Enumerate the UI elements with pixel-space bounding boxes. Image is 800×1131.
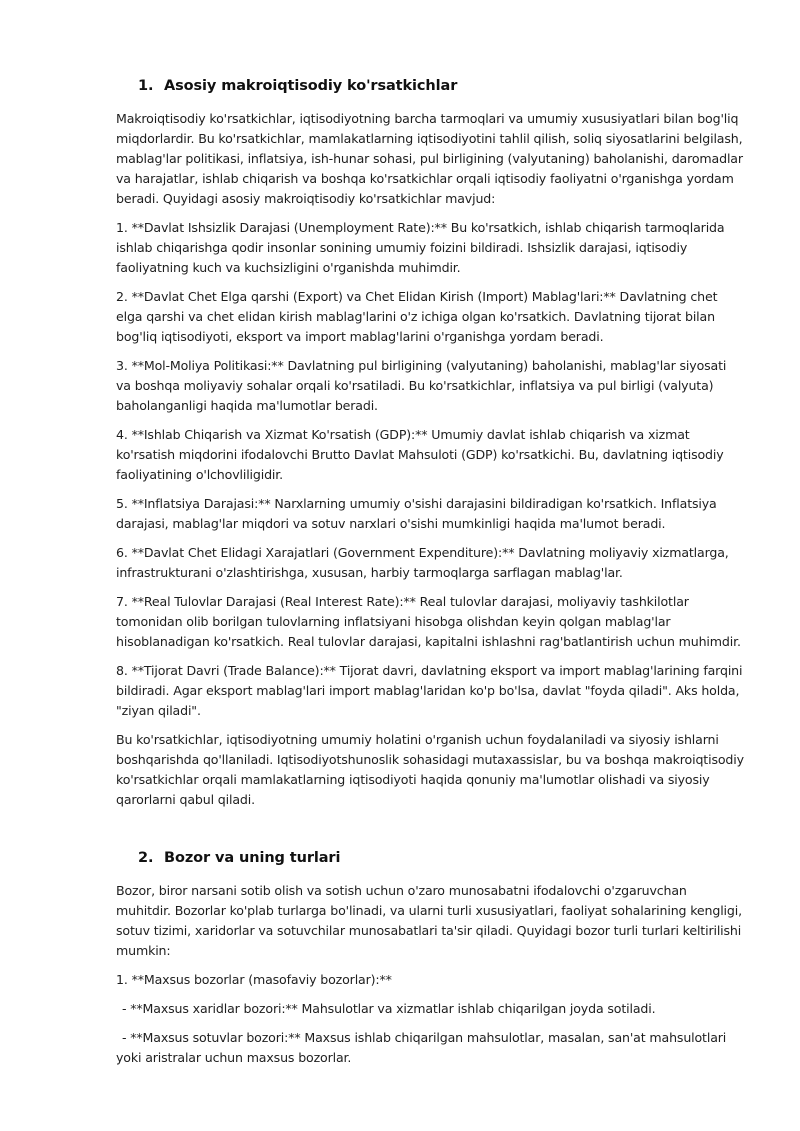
section-heading (116, 850, 744, 866)
section-heading (116, 78, 744, 94)
list-item: 1. **Maxsus bozorlar (masofaviy bozorlar):** (116, 972, 392, 987)
section-number: 2. (138, 850, 154, 866)
section-number: 1. (138, 78, 154, 94)
list-item: 5. **Inflatsiya Darajasi:** Narxlarning umumiy o'sishi darajasini bildiradigan ko'rsatkich. Inflatsiya darajasi, mablag'lar miqdori va sotuv narxlari o'sishi mumkinligi haqida ma'lumot beradi. (116, 496, 717, 531)
list-item: 2. **Davlat Chet Elga qarshi (Export) va Chet Elidan Kirish (Import) Mablag'lari:** Davlatning chet elga qarshi va chet elidan kirish mablag'larini o'z ichiga olgan ko'rsatkich. Davlatning tijorat bilan bog'liq iqtisodiyoti, eksport va import mablag'larini o'rganishga yordam beradi. (116, 289, 718, 344)
paragraph: Bozor, biror narsani sotib olish va sotish uchun o'zaro munosabatni ifodalovchi o'zgaruvchan muhitdir. Bozorlar ko'plab turlarga bo'linadi, va ularni turli xususiyatlari, faoliyat sohalarining kengligi, sotuv tizimi, xaridorlar va sotuvchilar munosabatlari ta'sir qiladi. Quyidagi bozor turli turlari keltirilishi mumkin: (116, 883, 742, 958)
list-item: 3. **Mol-Moliya Politikasi:** Davlatning pul birligining (valyutaning) baholanishi, mablag'lar siyosati va boshqa moliyaviy sohalar orqali ko'rsatiladi. Bu ko'rsatkichlar, inflatsiya va pul birligi (valyuta) baholanganligi haqida ma'lumotlar beradi. (116, 358, 727, 413)
sub-list-item-text: - **Maxsus sotuvlar bozori:** Maxsus ishlab chiqarilgan mahsulotlar, masalan, san'at mahsulotlari yoki aristralar uchun maxsus bozorlar. (116, 1030, 727, 1065)
list-item: 6. **Davlat Chet Elidagi Xarajatlari (Government Expenditure):** Davlatning moliyaviy xizmatlarga, infrastrukturani o'zlashtirishga, xususan, harbiy tarmoqlarga sarflagan mablag'lar. (116, 545, 729, 580)
sub-list-item (116, 1028, 744, 1068)
document-page (116, 78, 744, 1068)
list-item: 8. **Tijorat Davri (Trade Balance):** Tijorat davri, davlatning eksport va import mablag'larining farqini bildiradi. Agar eksport mablag'lari import mablag'laridan ko'p bo'lsa, davlat "foyda qiladi". Aks holda, "ziyan qiladi". (116, 663, 743, 718)
list-item: 7. **Real Tulovlar Darajasi (Real Interest Rate):** Real tulovlar darajasi, moliyaviy tashkilotlar tomonidan olib borilgan tulovlarning inflatsiyani hisobga olishdan keyin qolgan mablag'lar hisoblanadigan ko'rsatkich. Real tulovlar darajasi, kapitalni ishlashni rag'batlantirish uchun muhimdir. (116, 594, 741, 649)
section-title: Bozor va uning turlari (164, 850, 341, 866)
sub-list-item: - **Maxsus xaridlar bozori:** Mahsulotlar va xizmatlar ishlab chiqarilgan joyda sotiladi. (122, 1001, 656, 1016)
list-item: 4. **Ishlab Chiqarish va Xizmat Ko'rsatish (GDP):** Umumiy davlat ishlab chiqarish va xizmat ko'rsatish miqdorini ifodalovchi Brutto Davlat Mahsuloti (GDP) ko'rsatkichi. Bu, davlatning iqtisodiy faoliyatining o'lchovliligidir. (116, 427, 724, 482)
paragraph: Makroiqtisodiy ko'rsatkichlar, iqtisodiyotning barcha tarmoqlari va umumiy xususiyatlari bilan bog'liq miqdorlardir. Bu ko'rsatkichlar, mamlakatlarning iqtisodiyotini tahlil qilish, soliq siyosatlarini belgilash, mablag'lar politikasi, inflatsiya, ish-hunar sohasi, pul birligining (valyutaning) baholanishi, daromadlar va harajatlar, ishlab chiqarish va boshqa ko'rsatkichlar orqali iqtisodiy faoliyatni o'rganishga yordam beradi. Quyidagi asosiy makroiqtisodiy ko'rsatkichlar mavjud: (116, 111, 743, 206)
paragraph: Bu ko'rsatkichlar, iqtisodiyotning umumiy holatini o'rganish uchun foydalaniladi va siyosiy ishlarni boshqarishda qo'llaniladi. Iqtisodiyotshunoslik sohasidagi mutaxassislar, bu va boshqa makroiqtisodiy ko'rsatkichlar orqali mamlakatlarning iqtisodiyoti haqida qonuniy ma'lumotlar olishadi va siyosiy qarorlarni qabul qiladi. (116, 732, 744, 807)
list-item: 1. **Davlat Ishsizlik Darajasi (Unemployment Rate):** Bu ko'rsatkich, ishlab chiqarish tarmoqlarida ishlab chiqarishga qodir insonlar sonining umumiy foizini bildiradi. Ishsizlik darajasi, iqtisodiy faoliyatning kuch va kuchsizligini o'rganishda muhimdir. (116, 220, 725, 275)
section-title: Asosiy makroiqtisodiy ko'rsatkichlar (164, 78, 458, 94)
